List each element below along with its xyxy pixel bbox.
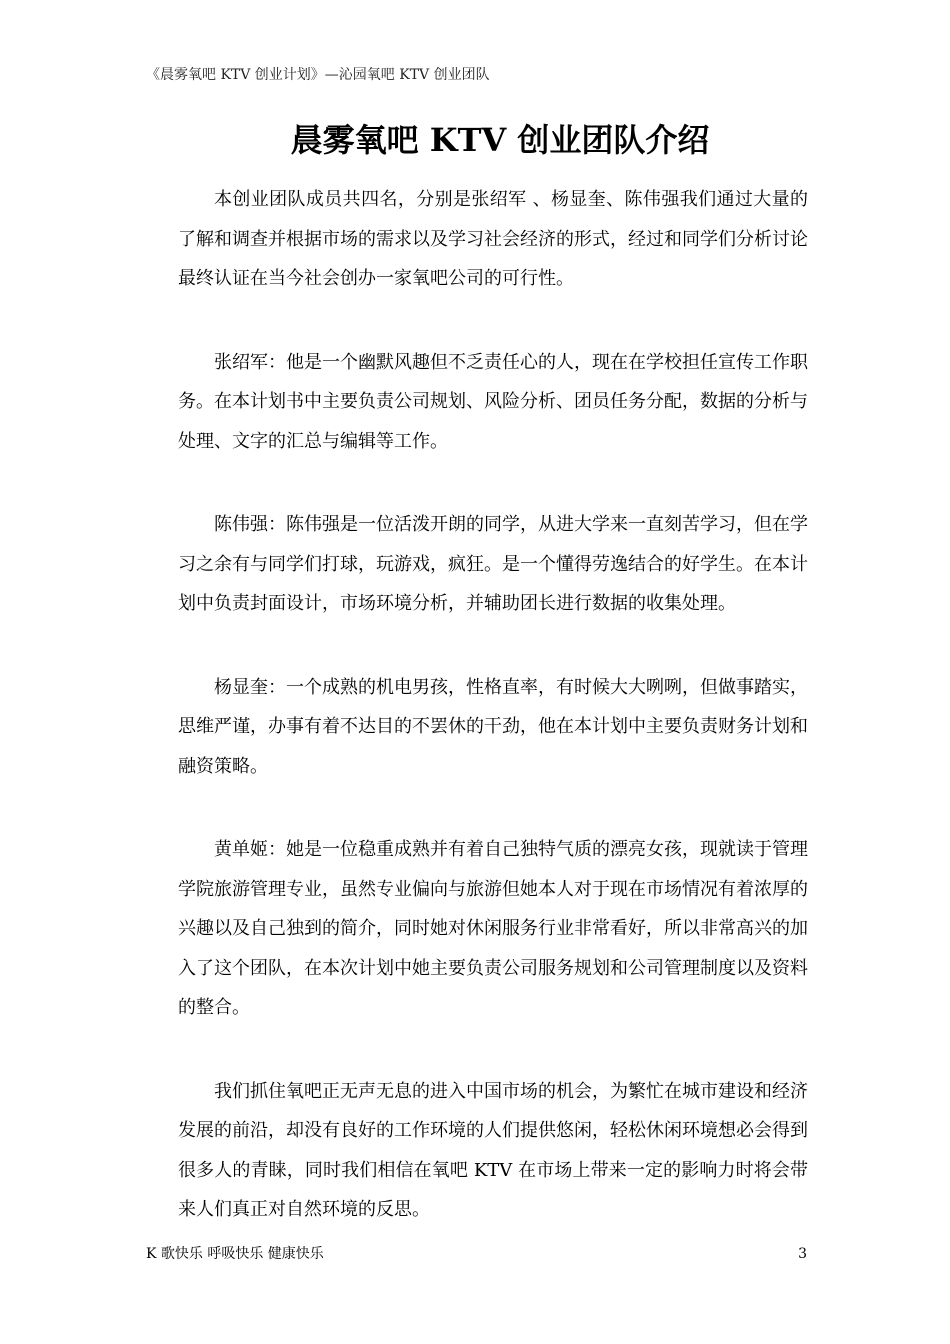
- footer-slogan: K 歌快乐 呼吸快乐 健康快乐: [146, 1246, 324, 1262]
- page-title: 晨雾氧吧 KTV 创业团队介绍: [290, 121, 710, 159]
- paragraph-member-huang: 黄单姬：她是一位稳重成熟并有着自己独特气质的漂亮女孩，现就读于管理学院旅游管理专业，虽然专业偏向与旅游但她本人对于现在市场情况有着浓厚的兴趣以及自己独到的简介，同时她对休闲服务行业非常看好，所以非常高兴的加入了这个团队，在本次计划中她主要负责公司服务规划和公司管理制度以及资料的整合。: [178, 839, 808, 1018]
- paragraph-member-yang: 杨显奎：一个成熟的机电男孩，性格直率，有时候大大咧咧，但做事踏实，思维严谨，办事有着不达目的不罢休的干劲，他在本计划中主要负责财务计划和融资策略。: [178, 676, 808, 777]
- paragraph-intro: 本创业团队成员共四名，分别是张绍军 、杨显奎、陈伟强我们通过大量的了解和调查并根据市场的需求以及学习社会经济的形式，经过和同学们分析讨论最终认证在当今社会创办一家氧吧公司的可行性。: [178, 189, 808, 289]
- page-number: 3: [798, 1246, 807, 1262]
- paragraph-conclusion: 我们抓住氧吧正无声无息的进入中国市场的机会，为繁忙在城市建设和经济发展的前沿，却没有良好的工作环境的人们提供悠闲，轻松休闲环境想必会得到很多人的青睐，同时我们相信在氧吧 KTV 在市场上带来一定的影响力时将会带来人们真正对自然环境的反思。: [178, 1080, 808, 1220]
- paragraph-member-chen: 陈伟强：陈伟强是一位活泼开朗的同学，从进大学来一直刻苦学习，但在学习之余有与同学们打球，玩游戏，疯狂。是一个懂得劳逸结合的好学生。在本计划中负责封面设计，市场环境分析，并辅助团长进行数据的收集处理。: [178, 514, 808, 614]
- running-header: 《晨雾氧吧 KTV 创业计划》—沁园氧吧 KTV 创业团队: [146, 67, 490, 83]
- paragraph-member-zhang: 张绍军：他是一个幽默风趣但不乏责任心的人，现在在学校担任宣传工作职务。在本计划书中主要负责公司规划、风险分析、团员任务分配，数据的分析与处理、文字的汇总与编辑等工作。: [178, 351, 808, 452]
- document-body: [178, 180, 808, 1274]
